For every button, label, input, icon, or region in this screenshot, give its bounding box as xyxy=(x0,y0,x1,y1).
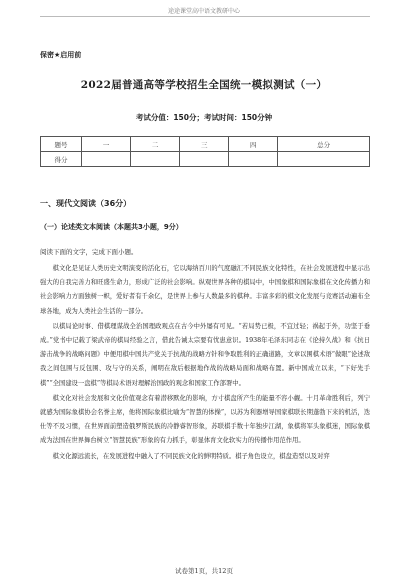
score-input-cell[interactable] xyxy=(180,152,229,167)
score-table-cell: 三 xyxy=(180,137,229,152)
exam-title: 2022届普通高等学校招生全国统一模拟测试（一） xyxy=(80,79,328,91)
score-input-cell[interactable] xyxy=(131,152,180,167)
score-table-score-row xyxy=(41,152,370,167)
subsection-heading: （一）论述类文本阅读（本题共3小题，9分） xyxy=(40,223,183,231)
score-table-cell: 总分 xyxy=(278,137,370,152)
exam-info: 考试分值：150分；考试时间：150分钟 xyxy=(135,113,273,122)
passage-paragraph: 以棋局论时事、借棋理谋战全治国理政观点在古今中外屡有可见。“若局势已极，不宜过轻；祸起于外，功坚于垂成。”党书中记载了梁武帝的棋局经验之言，借此告诫太宗要有忧患意识。1938年毛泽东同志在《论持久战》和《抗日游击战争的战略问题》中便用棋中国共产党关于抗战的战略方针和争取胜利的正确道路，文章以围棋术语“做眼”论述敌我之间包围与反包围、攻与守的关系，阐明在敌后根据地作战的战略局面和战略布置。新中国成立以来，“下好先手棋”“全国建设一盘棋”等棋局术语对理解治国政的观念和国家工作部署中。 xyxy=(40,322,370,387)
score-table-cell: 二 xyxy=(131,137,180,152)
score-table-cell: 一 xyxy=(82,137,131,152)
score-input-cell[interactable] xyxy=(229,152,278,167)
passage-paragraph: 棋文化是见证人类历史文明演变的活化石，它以海纳百川的气度融汇不同民族文化特性，在社会发展进程中显示出强大的自我完善力和旺盛生命力，形成广泛的社会影响。纵观世界各种的棋局中，中国象棋和国际象棋在文化传播力和社会影响力方面独树一帜，爱好者有千余亿，是世界上参与人数最多的棋种。丰富多彩的棋文化发展与竞赛活动遍布全球各地，成为人类社会生活的一部分。 xyxy=(40,265,370,315)
score-table-header-row xyxy=(41,137,370,152)
reading-instruction: 阅读下面的文字，完成下面小题。 xyxy=(40,248,138,256)
page-footer: 试卷第1页，共12页 xyxy=(175,567,233,575)
score-table-cell: 得分 xyxy=(41,152,82,167)
score-table xyxy=(40,136,370,167)
confidential-label: 保密★启用前 xyxy=(40,51,82,59)
passage-paragraph: 棋文化源远流长，在发展进程中融入了不同民族文化的鲜明特质。棋子角色设立，棋盘造型以及对弈 xyxy=(52,452,330,460)
passage-paragraph: 棋文化对社会发展和文化价值观念有着潜移默化的影响，方寸棋盘所产生的能量不容小觑。十月革命胜利后，列宁就感为国际象棋协会名誉主席，他将国际象棋比喻为“智慧的体操”，以苏为利器增导国家棋联长期蓬勃下来的机活，迭仕等不及习惯，在世界面前塑造俄罗斯民族的冷静睿智形象，苏联棋手数十年独步江湖，象棋将军头象棋迷，国际象棋成为法国在世界舞台树立“智慧民族”形象的有力抓手，彰显体育文化软实力的传播作用范作用。 xyxy=(40,394,370,445)
header-divider xyxy=(40,16,370,17)
score-table-cell: 四 xyxy=(229,137,278,152)
score-input-cell[interactable] xyxy=(82,152,131,167)
section-heading: 一、现代文阅读（36分） xyxy=(40,199,132,208)
page-header: 途途课堂高中语文教研中心 xyxy=(167,8,240,15)
score-input-cell[interactable] xyxy=(278,152,370,167)
score-table-cell: 题号 xyxy=(41,137,82,152)
reading-passage xyxy=(40,262,370,464)
